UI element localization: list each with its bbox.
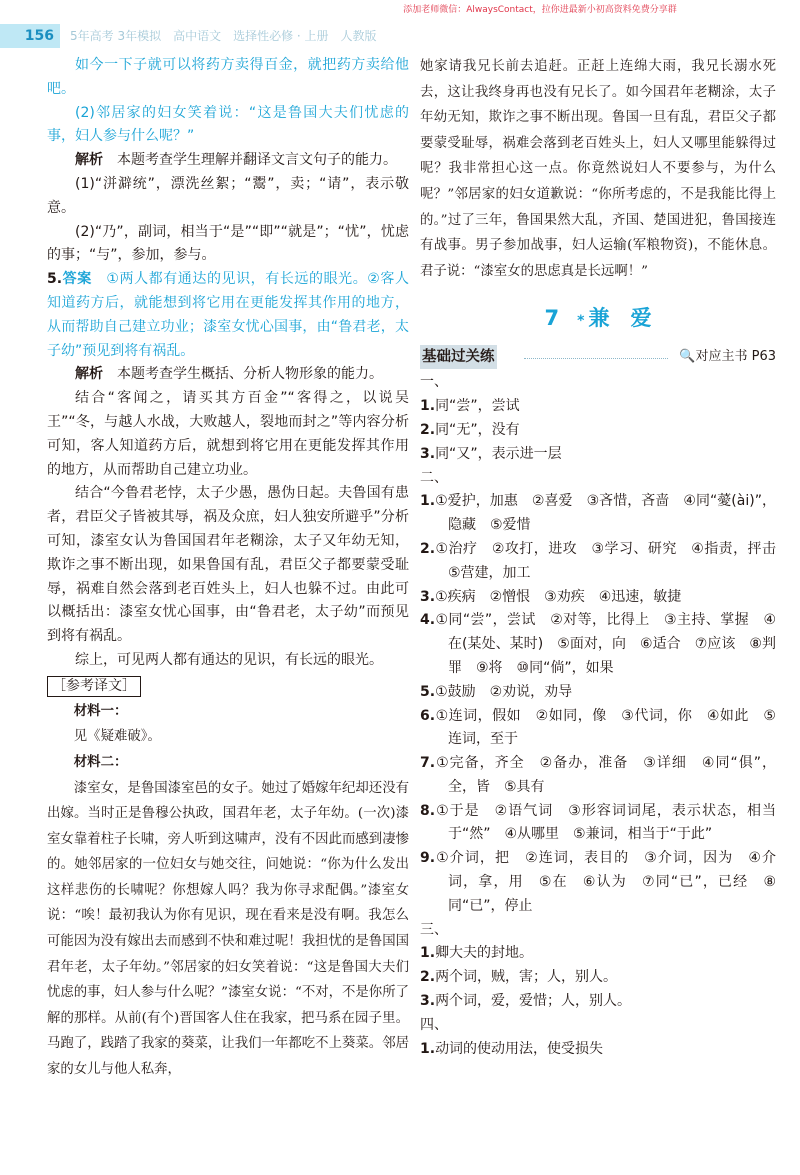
material2-label: 材料二： — [73, 753, 128, 770]
material1-label: 材料一： — [73, 702, 128, 719]
section-reference-text: 对应主书 P63 — [695, 349, 776, 365]
answer-label: 答案 — [62, 271, 92, 288]
part-heading: 三、 — [420, 921, 448, 938]
left-column — [47, 54, 409, 1083]
item-number: 2. — [420, 540, 436, 557]
item-number: 1. — [420, 1040, 436, 1057]
jiexi-label: 解析 — [75, 366, 103, 383]
answer-item: 8.①于是 ②语气词 ③形容词词尾，表示状态，相当于“然” ④从哪里 ⑤兼词，相当于“于此” — [420, 802, 776, 843]
jiexi-1-part1: (1)“洴澼统”，漂洗丝絮；“鬻”，卖；“请”，表示敬意。 — [47, 175, 409, 216]
answer-item: 4.①同“尝”，尝试 ②对等，比得上 ③主持、掌握 ④在(某处、某时) ⑤面对，向 ⑥适合 ⑦应该 ⑧判罪 ⑨将 ⑩同“倘”，如果 — [420, 612, 776, 676]
answer-item: 1.同“尝”，尝试 — [420, 398, 520, 415]
item-number: 7. — [420, 755, 436, 772]
search-icon: 🔍 — [679, 349, 696, 365]
jiexi-1 — [47, 149, 409, 173]
part-heading: 四、 — [420, 1016, 448, 1033]
q4-answer-line1: 如今一下子就可以将药方卖得百金，就把药方卖给他吧。 — [47, 57, 409, 97]
page-number: 156 — [0, 24, 60, 48]
item-number: 3. — [420, 588, 436, 605]
q4-answer-line2: (2)邻居家的妇女笑着说：“这是鲁国大夫们忧虑的事，妇人参与什么呢？” — [47, 104, 409, 145]
q5-number: 5. — [47, 271, 63, 288]
q5-answer — [47, 268, 409, 363]
item-number: 1. — [420, 493, 436, 510]
jiexi-1-part2: (2)“乃”，副词，相当于“是”“即”“就是”；“忧”，忧虑的事；“与”，参加，参与。 — [47, 223, 409, 264]
answer-item: 2.同“无”，没有 — [420, 421, 520, 438]
item-number: 5. — [420, 683, 436, 700]
item-number: 4. — [420, 612, 436, 629]
translation-continued: 她家请我兄长前去追赶。正赶上连绵大雨，我兄长溺水死去，这让我终身再也没有兄长了。如今国君年老糊涂，太子年幼无知，欺诈之事不断出现。鲁国一旦有乱，君臣父子都要蒙受耻辱，祸难会落到老百姓头上，妇人又哪里能躲得过呢？我非常担心这一点。你竟然说妇人不要参与，为什么呢？”邻居家的妇女道歉说：“你所考虑的，不是我能比得上的。”过了三年，鲁国果然大乱，齐国、楚国进犯，鲁国接连有战事。男子参加战事，妇人运输(军粮物资)，不能休息。君子说：“漆室女的思虑真是长远啊！” — [420, 59, 776, 279]
answer-item: 9.①介词，把 ②连词，表目的 ③介词，因为 ④介词，拿，用 ⑤在 ⑥认为 ⑦同“已”，已经 ⑧同“已”，停止 — [420, 850, 776, 914]
lesson-heading — [420, 300, 776, 339]
watermark: 添加老师微信：AlwaysContact，拉你进最新小初高资料免费分享群 — [403, 5, 677, 15]
item-number: 2. — [420, 421, 436, 438]
item-number: 8. — [420, 802, 436, 819]
reference-translation-tag: ［参考译文］ — [47, 676, 141, 697]
item-number: 2. — [420, 969, 436, 986]
analysis-paragraph: 结合“客闻之，请买其方百金”“客得之，以说吴王”“冬，与越人水战，大败越人，裂地而封之”等内容分析可知，客人知道药方后，就想到将它用在更能发挥其作用的地方，从而帮助自己建立功业。 — [47, 390, 409, 478]
item-number: 3. — [420, 993, 436, 1010]
q5-answer-text: ①两人都有通达的见识，有长远的眼光。②客人知道药方后，就能想到将它用在更能发挥其作用的地方，从而帮助自己建立功业；漆室女忧心国事，由“鲁君老，太子幼”预见到将有祸乱。 — [47, 271, 409, 359]
jiexi-text: 本题考查学生概括、分析人物形象的能力。 — [103, 366, 383, 383]
part-heading: 二、 — [420, 469, 448, 486]
analysis-paragraph: 结合“今鲁君老悖，太子少愚，愚伪日起。夫鲁国有患者，君臣父子皆被其辱，祸及众庶，妇人独安所避乎”分析可知，漆室女认为鲁国国君年老糊涂，太子又年幼无知，欺诈之事不断出现，如果鲁国有乱，君臣父子都要蒙受耻辱，祸难自然会落到老百姓头上，妇人也躲不过。由此可以概括出：漆室女忧心国事，由“鲁君老，太子幼”而预见到将有祸乱。 — [47, 485, 409, 645]
item-number: 1. — [420, 945, 436, 962]
answer-item: 2.两个词，贼，害；人，别人。 — [420, 969, 618, 986]
lesson-title: 兼 爱 — [588, 306, 652, 331]
part-heading: 一、 — [420, 374, 448, 391]
section-bar — [420, 345, 776, 371]
answer-item: 1.卿大夫的封地。 — [420, 945, 534, 962]
section-reference — [679, 345, 776, 369]
answer-item: 3.两个词，爱，爱惜；人，别人。 — [420, 993, 632, 1010]
answer-item: 1.①爱护，加惠 ②喜爱 ③吝惜，吝啬 ④同“薆(ài)”，隐藏 ⑤爱惜 — [420, 493, 776, 534]
answer-item: 2.①治疗 ②攻打，进攻 ③学习、研究 ④指责，抨击 ⑤营建，加工 — [420, 540, 790, 581]
book-title: 5年高考 3年模拟 高中语文 选择性必修 · 上册 人教版 — [70, 29, 377, 43]
material2-text: 漆室女，是鲁国漆室邑的女子。她过了婚嫁年纪却还没有出嫁。当时正是鲁穆公执政，国君年老，太子年幼。(一次)漆室女靠着柱子长啸，旁人听到这啸声，没有不因此而感到凄惨的。她邻居家的一位妇女与她交往，问她说：“你为什么发出这样悲伤的长啸呢？你想嫁人吗？我为你寻求配偶。”漆室女说：“唉！最初我认为你有见识，现在看来是没有啊。我怎么可能因为没有嫁出去而感到不快和难过呢！我担忧的是鲁国国君年老，太子年幼。”邻居家的妇女笑着说：“这是鲁国大夫们忧虑的事，妇人参与什么呢？”漆室女说：“不对，不是你所了解的那样。从前(有个)晋国客人住在我家，把马系在园子里。马跑了，践踏了我家的葵菜，让我们一年都吃不上葵菜。邻居家的女儿与他人私奔， — [47, 780, 409, 1078]
answer-item: 1.动词的使动用法，使受损失 — [420, 1040, 604, 1057]
answer-item: 3.同“又”，表示进一层 — [420, 445, 562, 462]
section-divider — [524, 358, 668, 359]
jiexi-label: 解析 — [75, 152, 103, 169]
answer-item: 5.①鼓励 ②劝说，劝导 — [420, 683, 573, 700]
analysis-summary: 综上，可见两人都有通达的见识，有长远的眼光。 — [75, 651, 383, 668]
jiexi-text: 本题考查学生理解并翻译文言文句子的能力。 — [103, 152, 397, 169]
item-number: 3. — [420, 445, 436, 462]
answer-item: 3.①疾病 ②憎恨 ③劝疾 ④迅速，敏捷 — [420, 588, 682, 605]
material1-text: 见《疑难破》。 — [73, 729, 161, 745]
star-icon: * — [577, 313, 585, 330]
section-title: 基础过关练 — [420, 345, 497, 369]
item-number: 9. — [420, 850, 436, 867]
item-number: 1. — [420, 398, 436, 415]
jiexi-2 — [47, 363, 409, 387]
right-column — [420, 54, 790, 1061]
item-number: 6. — [420, 707, 436, 724]
lesson-number: 7 — [544, 306, 560, 331]
answer-item: 7.①完备，齐全 ②备办，准备 ③详细 ④同“俱”，全，皆 ⑤具有 — [420, 755, 776, 795]
answer-item: 6.①连词，假如 ②如同，像 ③代词，你 ④如此 ⑤连词，至于 — [420, 707, 776, 748]
page-header — [0, 24, 800, 48]
